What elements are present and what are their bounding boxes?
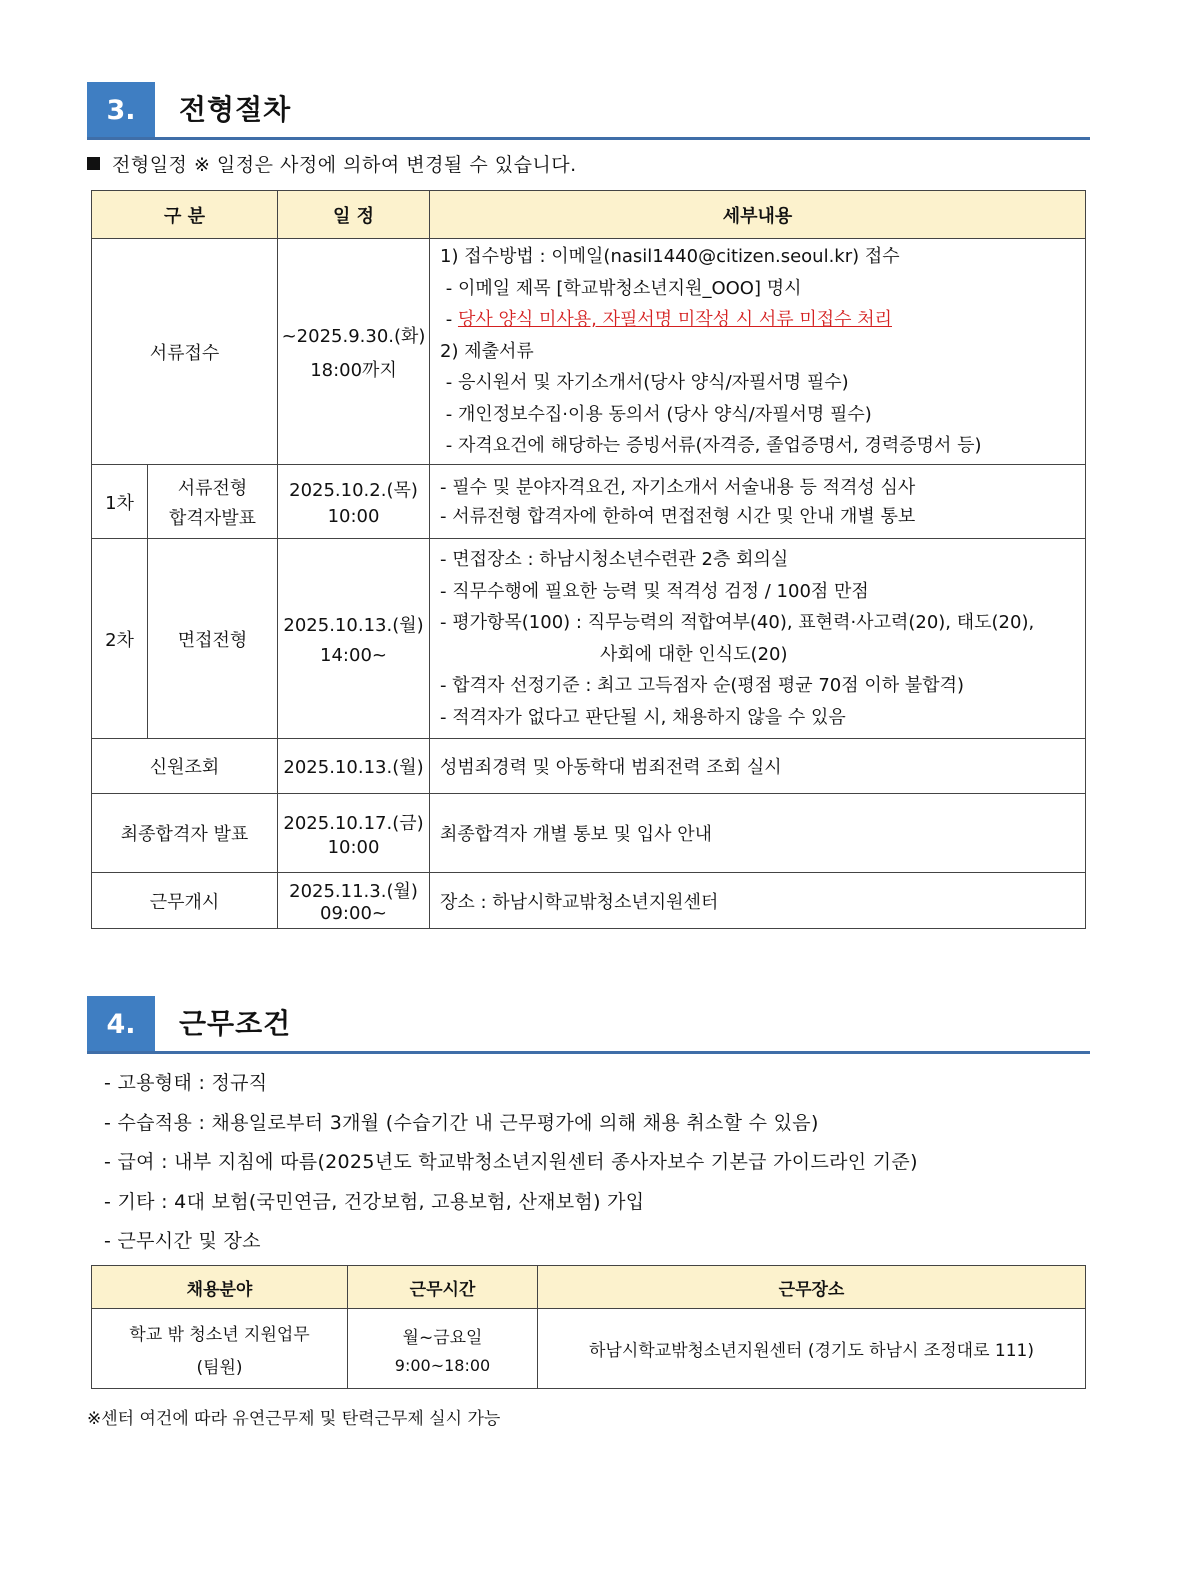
section-number: 3. — [87, 82, 155, 138]
section-title: 근무조건 — [179, 1007, 292, 1040]
row-date: 2025.11.3.(월) 09:00~ — [278, 873, 430, 929]
warning-text: 당사 양식 미사용, 자필서명 미작성 시 서류 미접수 처리 — [457, 309, 892, 331]
row-date: 2025.10.17.(금) 10:00 — [278, 794, 430, 873]
table-row — [92, 239, 1086, 465]
row-stage: 2차 — [92, 539, 148, 739]
section-3-header — [87, 82, 1090, 140]
header-date: 일 정 — [278, 191, 430, 239]
row-detail: 성범죄경력 및 아동학대 범죄전력 조회 실시 — [430, 739, 1086, 794]
section-number: 4. — [87, 996, 155, 1052]
table-header-row — [92, 191, 1086, 239]
work-place: 하남시학교밖청소년지원센터 (경기도 하남시 조정대로 111) — [538, 1309, 1086, 1389]
work-table — [91, 1265, 1086, 1389]
row-stage: 1차 — [92, 465, 148, 539]
work-field: 학교 밖 청소년 지원업무 (팀원) — [92, 1309, 348, 1389]
header-detail: 세부내용 — [430, 191, 1086, 239]
table-row — [92, 794, 1086, 873]
list-item: - 기타 : 4대 보험(국민연금, 건강보험, 고용보험, 산재보험) 가입 — [104, 1190, 645, 1213]
list-item: - 근무시간 및 장소 — [104, 1230, 261, 1252]
header-field: 채용분야 — [92, 1266, 348, 1309]
table-row — [92, 465, 1086, 539]
row-detail: - 면접장소 : 하남시청소년수련관 2층 회의실 - 직무수행에 필요한 능력 및 적격성 검정 / 100점 만점 - 평가항목(100) : 직무능력의 적합여부(40), 표현력·사고력(20), 태도(20), 사회에 대한 인식도(20) - 합격자 선정기준 : 최고 고득점자 순(평점 평균 70점 이하 불합격) - 적격자가 없다고 판단될 시, 채용하지 않을 수 있음 — [430, 539, 1086, 739]
table-row — [92, 873, 1086, 929]
row-label: 최종합격자 발표 — [92, 794, 278, 873]
section-4-header — [87, 996, 1090, 1054]
table-row — [92, 739, 1086, 794]
row-date: 2025.10.13.(월) — [278, 739, 430, 794]
section-underline — [87, 1051, 1090, 1054]
work-hours: 월~금요일 9:00~18:00 — [348, 1309, 538, 1389]
row-label: 서류접수 — [92, 239, 278, 465]
conditions-list — [104, 1064, 918, 1262]
row-date: 2025.10.2.(목) 10:00 — [278, 465, 430, 539]
square-bullet-icon — [87, 157, 100, 170]
row-detail: 최종합격자 개별 통보 및 입사 안내 — [430, 794, 1086, 873]
footnote: ※센터 여건에 따라 유연근무제 및 탄력근무제 실시 가능 — [87, 1409, 501, 1429]
list-item: - 수습적용 : 채용일로부터 3개월 (수습기간 내 근무평가에 의해 채용 취소할 수 있음) — [104, 1111, 819, 1134]
header-category: 구 분 — [92, 191, 278, 239]
schedule-note: 전형일정 ※ 일정은 사정에 의하여 변경될 수 있습니다. — [87, 150, 577, 177]
row-label: 면접전형 — [148, 539, 278, 739]
section-title: 전형절차 — [179, 93, 292, 126]
row-label: 서류전형 합격자발표 — [148, 465, 278, 539]
schedule-table — [91, 190, 1086, 929]
row-detail: 장소 : 하남시학교밖청소년지원센터 — [430, 873, 1086, 929]
row-date: ~2025.9.30.(화) 18:00까지 — [278, 239, 430, 465]
list-item: - 고용형태 : 정규직 — [104, 1072, 268, 1094]
row-detail: - 필수 및 분야자격요건, 자기소개서 서술내용 등 적격성 심사 - 서류전형 합격자에 한하여 면접전형 시간 및 안내 개별 통보 — [430, 465, 1086, 539]
row-date: 2025.10.13.(월) 14:00~ — [278, 539, 430, 739]
row-label: 신원조회 — [92, 739, 278, 794]
header-hours: 근무시간 — [348, 1266, 538, 1309]
table-row — [92, 1309, 1086, 1389]
table-header-row — [92, 1266, 1086, 1309]
row-label: 근무개시 — [92, 873, 278, 929]
section-underline — [87, 137, 1090, 140]
header-place: 근무장소 — [538, 1266, 1086, 1309]
list-item: - 급여 : 내부 지침에 따름(2025년도 학교밖청소년지원센터 종사자보수 기본급 가이드라인 기준) — [104, 1151, 918, 1173]
row-detail: 1) 접수방법 : 이메일(nasil1440@citizen.seoul.kr) 접수 - 이메일 제목 [학교밖청소년지원_OOO] 명시 - 당사 양식 미사용, 자필서명 미작성 시 서류 미접수 처리 2) 제출서류 - 응시원서 및 자기소개서(당사 양식/자필서명 필수) - 개인정보수집·이용 동의서 (당사 양식/자필서명 필수) - 자격요건에 해당하는 증빙서류(자격증, 졸업증명서, 경력증명서 등) — [430, 239, 1086, 465]
table-row — [92, 539, 1086, 739]
